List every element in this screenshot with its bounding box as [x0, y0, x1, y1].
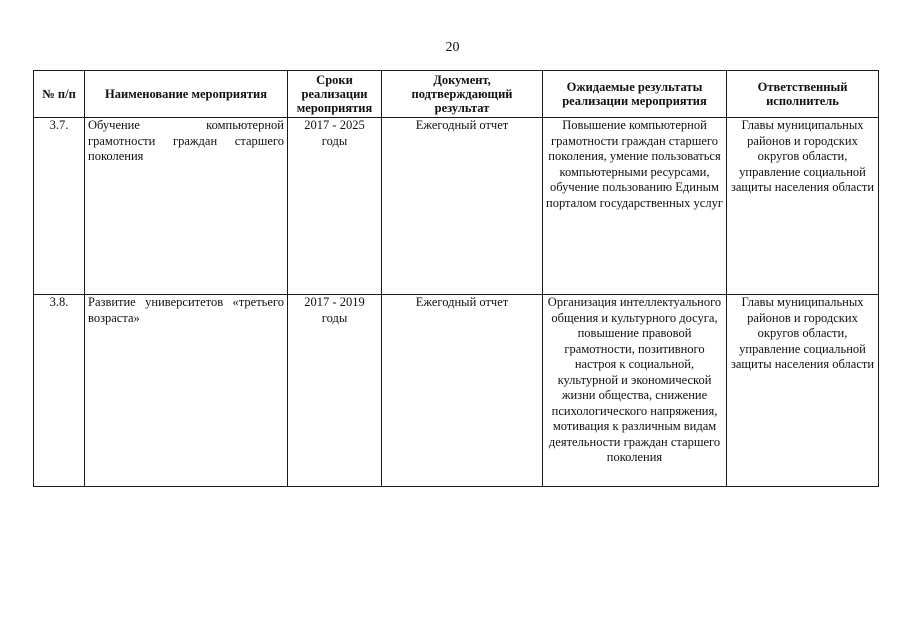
- header-executor: Ответственный исполнитель: [727, 71, 879, 118]
- row-document: Ежегодный отчет: [382, 295, 543, 487]
- page-number: 20: [445, 40, 460, 55]
- row-num: 3.8.: [34, 295, 85, 487]
- header-results: Ожидаемые результаты реализации мероприятия: [543, 71, 727, 118]
- row-results: Повышение компьютерной грамотности граждан старшего поколения, умение пользоваться компьютерными ресурсами, обучение пользованию Единым порталом государственных услуг: [543, 118, 727, 295]
- table-row: [34, 295, 879, 487]
- header-num: № п/п: [34, 71, 85, 118]
- row-results: Организация интеллектуального общения и культурного досуга, повышение правовой грамотности, позитивного настроя к социальной, культурной и экономической жизни общества, снижение психологического напряжения, мотивация к различным видам деятельности граждан старшего поколения: [543, 295, 727, 487]
- row-name: Развитие университетов «третьего возраста»: [85, 295, 288, 487]
- row-executor: Главы муниципальных районов и городских округов области, управление социальной защиты населения области: [727, 118, 879, 295]
- row-num: 3.7.: [34, 118, 85, 295]
- table-row: [34, 118, 879, 295]
- row-terms: 2017 - 2025 годы: [288, 118, 382, 295]
- row-executor: Главы муниципальных районов и городских округов области, управление социальной защиты населения области: [727, 295, 879, 487]
- row-terms: 2017 - 2019 годы: [288, 295, 382, 487]
- row-document: Ежегодный отчет: [382, 118, 543, 295]
- header-document: Документ, подтверждающий результат: [382, 71, 543, 118]
- row-name: Обучение компьютерной грамотности граждан старшего поколения: [85, 118, 288, 295]
- header-terms: Сроки реализации мероприятия: [288, 71, 382, 118]
- table-header-row: [34, 71, 879, 118]
- measures-table: [33, 70, 879, 487]
- header-name: Наименование мероприятия: [85, 71, 288, 118]
